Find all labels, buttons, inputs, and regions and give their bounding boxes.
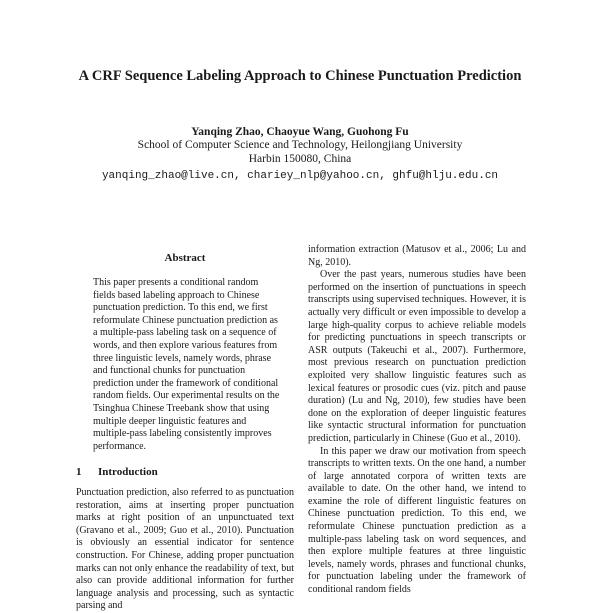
introduction-left-column <box>76 487 294 613</box>
abstract-text: This paper presents a conditional random fields based labeling approach to Chinese punctuation prediction. To this end, we first reformulate Chinese punctuation prediction as a multiple-pass labeling task on a sequence of words, and then explore various features from three linguistic levels, namely words, phrase and functional chunks for punctuation prediction under the framework of conditional random fields. Our experimental results on the Tsinghua Chinese Treebank show that using multiple deeper linguistic features and multiple-pass labeling consistently improves performance. <box>93 277 280 452</box>
abstract-heading: Abstract <box>164 252 206 264</box>
introduction-right-column <box>308 244 526 597</box>
abstract-body <box>93 277 281 453</box>
intro-paragraph-1: Punctuation prediction, also referred to as punctuation restoration, aims at inserting proper punctuation marks at right position of an unpunctuated text (Gravano et al., 2009; Guo et al., 2010). Punctuation is obviously an essential indicator for sentence construction. For Chinese, adding proper punctuation marks can not only enhance the readability of text, but also can provide additional information for further language analysis and processing, such as syntactic parsing and <box>76 487 294 612</box>
section-number: 1 <box>76 466 82 478</box>
intro-paragraph-3: In this paper we draw our motivation from speech transcripts to written texts. On the one hand, a number of large annotated corpora of written texts are available to date. On the other hand, we intend to examine the role of different linguistic features on Chinese punctuation prediction. To this end, we reformulate Chinese punctuation prediction as a multiple-pass labeling task on word sequences, and then explore multiple features at three linguistic levels, namely words, phrases and functional chunks, for punctuation labeling under the framework of conditional random fields <box>308 445 526 596</box>
affiliation-line-1: School of Computer Science and Technology, Heilongjiang University <box>137 139 463 151</box>
intro-continuation: information extraction (Matusov et al., 2006; Lu and Ng, 2010). <box>308 244 526 268</box>
affiliation-line-2: Harbin 150080, China <box>248 153 352 165</box>
intro-paragraph-2: Over the past years, numerous studies have been performed on the insertion of punctuations in speech transcripts using supervised techniques. However, it is actually very difficult or even impossible to develop a large high-quality corpus to achieve reliable models for predicting punctuations in speech transcripts or ASR outputs (Takeuchi et al., 2007). Furthermore, most previous research on punctuation prediction exploited very shallow linguistic features such as lexical features or prosodic cues (viz. pitch and pause duration) (Lu and Ng, 2010), few studies have been done on the exploration of deeper linguistic features like syntactic structural information for punctuation prediction, particularly in Chinese (Guo et al., 2010). <box>308 269 526 444</box>
section-title: Introduction <box>98 466 158 478</box>
author-list: Yanqing Zhao, Chaoyue Wang, Guohong Fu <box>191 126 409 138</box>
section-heading-introduction <box>76 466 294 478</box>
paper-title: A CRF Sequence Labeling Approach to Chinese Punctuation Prediction <box>78 68 522 84</box>
author-emails: yanqing_zhao@live.cn, chariey_nlp@yahoo.cn, ghfu@hlju.edu.cn <box>101 170 499 182</box>
